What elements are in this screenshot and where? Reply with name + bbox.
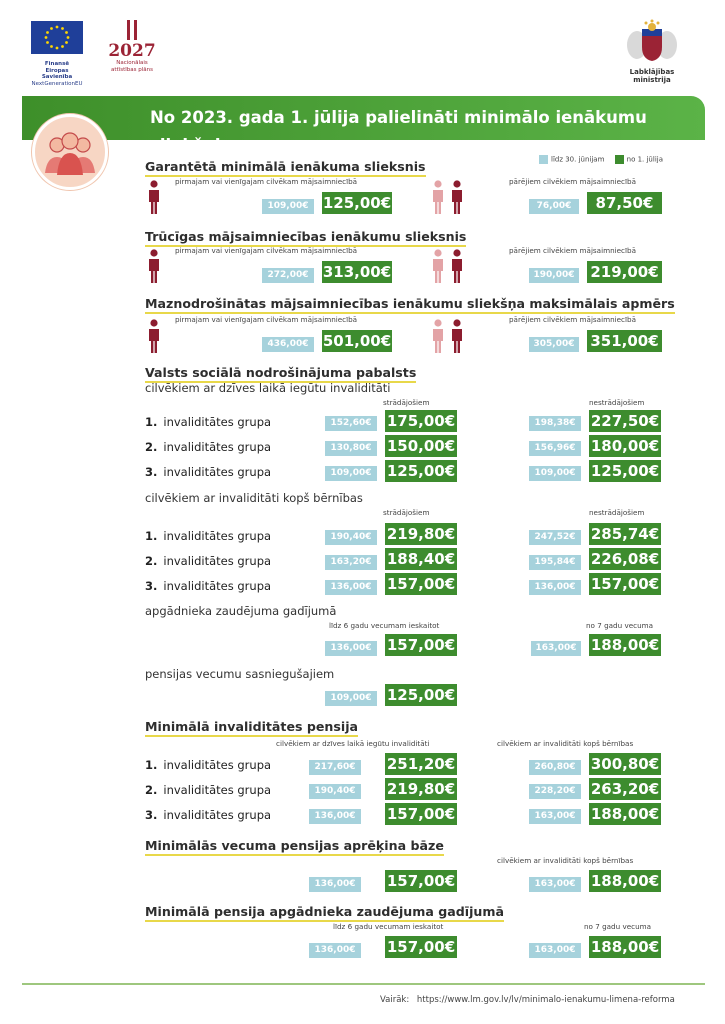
- section-gmi-title: Garantētā minimālā ienākuma slieksnis: [145, 159, 426, 177]
- value-new: 157,00€: [386, 575, 456, 593]
- group-row-label: 2. invaliditātes grupa: [145, 440, 272, 454]
- label-from-7: no 7 gadu vecuma: [584, 922, 652, 931]
- value-new: 300,80€: [590, 755, 660, 773]
- value-new: 125,00€: [590, 462, 660, 480]
- coat-of-arms-icon: [622, 19, 682, 63]
- value-new: 157,00€: [386, 872, 456, 890]
- group-row-label: 1. invaliditātes grupa: [145, 529, 272, 543]
- legend: [539, 155, 663, 164]
- plan-text-1: Nacionālais: [116, 60, 148, 66]
- value-old: 76,00€: [529, 199, 579, 214]
- plan-text-2: attīstības plāns: [111, 66, 153, 73]
- value-new: 180,00€: [590, 437, 660, 455]
- value-old: 190,40€: [325, 530, 377, 545]
- ministry-name: Labklājības ministrija: [629, 68, 675, 84]
- value-new: 219,00€: [587, 261, 662, 283]
- section-state-benefit-title: Valsts sociālā nodrošinājuma pabalsts: [145, 365, 416, 383]
- label-to-6: līdz 6 gadu vecumam ieskaitot: [329, 621, 440, 630]
- value-old: 156,96€: [529, 441, 581, 456]
- value-old: 136,00€: [309, 809, 361, 824]
- value-new: 125,00€: [386, 686, 456, 704]
- value-new: 285,74€: [590, 525, 660, 543]
- subsection-life-disability: cilvēkiem ar dzīves laikā iegūtu invaliditāti: [145, 381, 391, 395]
- section-old-age-base-title: Minimālās vecuma pensijas aprēķina bāze: [145, 838, 444, 856]
- subsection-survivor: apgādnieka zaudējuma gadījumā: [145, 604, 337, 618]
- value-new: 251,20€: [386, 755, 456, 773]
- label-first-person: pirmajam vai vienīgajam cilvēkam mājsaimniecībā: [175, 177, 358, 186]
- group-row-label: 2. invaliditātes grupa: [145, 783, 272, 797]
- section-survivor-pension-title: Minimālā pensija apgādnieka zaudējuma gadījumā: [145, 904, 504, 922]
- section-low-income-title: Maznodrošinātas mājsaimniecības ienākumu sliekšņa maksimālais apmērs: [145, 296, 675, 314]
- value-new: 219,80€: [386, 780, 456, 798]
- value-old: 163,00€: [529, 877, 581, 892]
- value-new: 157,00€: [386, 636, 456, 654]
- group-row-label: 2. invaliditātes grupa: [145, 554, 272, 568]
- two-persons-icon: [430, 180, 466, 214]
- subsection-child-disability: cilvēkiem ar invaliditāti kopš bērnības: [145, 491, 363, 505]
- label-other-persons: pārējiem cilvēkiem mājsaimniecībā: [509, 315, 636, 324]
- value-new: 188,00€: [590, 872, 660, 890]
- value-old: 109,00€: [529, 466, 581, 481]
- value-old: 305,00€: [529, 337, 579, 352]
- value-new: 313,00€: [322, 263, 392, 281]
- value-old: 260,80€: [529, 760, 581, 775]
- value-new: 351,00€: [587, 330, 662, 352]
- eu-logo-line3: NextGenerationEU: [31, 80, 83, 87]
- plan-logo-bars-icon: [106, 20, 158, 42]
- person-icon: [146, 319, 162, 353]
- subsection-pension-age: pensijas vecumu sasniegušajiem: [145, 667, 335, 681]
- footer-divider: [22, 983, 705, 985]
- footer: [380, 995, 675, 1005]
- value-old: 195,84€: [529, 555, 581, 570]
- value-new: 125,00€: [386, 462, 456, 480]
- label-first-person: pirmajam vai vienīgajam cilvēkam mājsaimniecībā: [175, 315, 358, 324]
- legend-new-swatch: [615, 155, 624, 164]
- person-icon: [146, 249, 162, 283]
- value-new: 125,00€: [322, 194, 392, 212]
- group-row-label: 3. invaliditātes grupa: [145, 579, 272, 593]
- value-new: 157,00€: [590, 575, 660, 593]
- value-new: 188,00€: [590, 636, 660, 654]
- value-old: 136,00€: [325, 641, 377, 656]
- section-disability-pension-title: Minimālā invaliditātes pensija: [145, 719, 358, 737]
- value-old: 136,00€: [325, 580, 377, 595]
- page-title: No 2023. gada 1. jūlija palielināti minimālo ienākumu sliekšņi: [150, 108, 647, 155]
- eu-flag-icon: [31, 21, 83, 54]
- value-old: 228,20€: [529, 784, 581, 799]
- label-first-person: pirmajam vai vienīgajam cilvēkam mājsaimniecībā: [175, 246, 358, 255]
- eu-logo-line2: Eiropas Savienība: [41, 67, 73, 80]
- value-old: 163,00€: [531, 641, 581, 656]
- value-new: 188,40€: [386, 550, 456, 568]
- legend-old-label: līdz 30. jūnijam: [551, 155, 605, 164]
- people-icon: [35, 117, 105, 187]
- value-old: 163,20€: [325, 555, 377, 570]
- value-old: 152,60€: [325, 416, 377, 431]
- group-row-label: 3. invaliditātes grupa: [145, 465, 272, 479]
- section-poor-title: Trūcīgas mājsaimniecības ienākumu slieksnis: [145, 229, 466, 247]
- footer-label: Vairāk:: [380, 995, 410, 1005]
- label-not-working: nestrādājošiem: [589, 508, 645, 517]
- value-old: 136,00€: [309, 877, 361, 892]
- value-new: 188,00€: [590, 938, 660, 956]
- value-new: 263,20€: [590, 780, 660, 798]
- value-old: 247,52€: [529, 530, 581, 545]
- label-child-disability: cilvēkiem ar invaliditāti kopš bērnības: [497, 856, 634, 865]
- person-icon: [146, 180, 162, 214]
- label-other-persons: pārējiem cilvēkiem mājsaimniecībā: [509, 177, 636, 186]
- label-to-6: līdz 6 gadu vecumam ieskaitot: [333, 922, 444, 931]
- value-old: 136,00€: [309, 943, 361, 958]
- two-persons-icon: [430, 319, 466, 353]
- value-old: 190,00€: [529, 268, 579, 283]
- value-old: 109,00€: [325, 691, 377, 706]
- group-row-label: 3. invaliditātes grupa: [145, 808, 272, 822]
- label-child-disability: cilvēkiem ar invaliditāti kopš bērnības: [497, 739, 634, 748]
- value-old: 163,00€: [529, 809, 581, 824]
- label-working: strādājošiem: [383, 398, 430, 407]
- label-life-disability: cilvēkiem ar dzīves laikā iegūtu invaliditāti: [276, 739, 430, 748]
- eu-logo: [31, 21, 83, 87]
- value-old: 217,60€: [309, 760, 361, 775]
- value-old: 136,00€: [529, 580, 581, 595]
- label-other-persons: pārējiem cilvēkiem mājsaimniecībā: [509, 246, 636, 255]
- value-new: 87,50€: [587, 192, 662, 214]
- eu-logo-line1: Finansē: [44, 61, 70, 67]
- value-new: 175,00€: [386, 412, 456, 430]
- value-new: 157,00€: [386, 805, 456, 823]
- ministry-logo: [612, 19, 692, 84]
- group-row-label: 1. invaliditātes grupa: [145, 415, 272, 429]
- value-old: 109,00€: [325, 466, 377, 481]
- value-new: 150,00€: [386, 437, 456, 455]
- value-old: 163,00€: [529, 943, 581, 958]
- value-new: 219,80€: [386, 525, 456, 543]
- two-persons-icon: [430, 249, 466, 283]
- value-old: 130,80€: [325, 441, 377, 456]
- legend-new-label: no 1. jūlija: [626, 155, 663, 164]
- plan-logo: [106, 20, 158, 73]
- value-old: 109,00€: [262, 199, 314, 214]
- label-not-working: nestrādājošiem: [589, 398, 645, 407]
- people-illustration: [32, 114, 108, 190]
- value-old: 190,40€: [309, 784, 361, 799]
- value-new: 501,00€: [322, 332, 392, 350]
- value-new: 227,50€: [590, 412, 660, 430]
- legend-old-swatch: [539, 155, 548, 164]
- value-new: 157,00€: [386, 938, 456, 956]
- value-old: 272,00€: [262, 268, 314, 283]
- plan-year: 2027: [108, 41, 156, 61]
- label-from-7: no 7 gadu vecuma: [586, 621, 654, 630]
- group-row-label: 1. invaliditātes grupa: [145, 758, 272, 772]
- value-old: 436,00€: [262, 337, 314, 352]
- label-working: strādājošiem: [383, 508, 430, 517]
- value-old: 198,38€: [529, 416, 581, 431]
- footer-link[interactable]: https://www.lm.gov.lv/lv/minimalo-ienakumu-limena-reforma: [416, 995, 675, 1005]
- value-new: 188,00€: [590, 805, 660, 823]
- value-new: 226,08€: [590, 550, 660, 568]
